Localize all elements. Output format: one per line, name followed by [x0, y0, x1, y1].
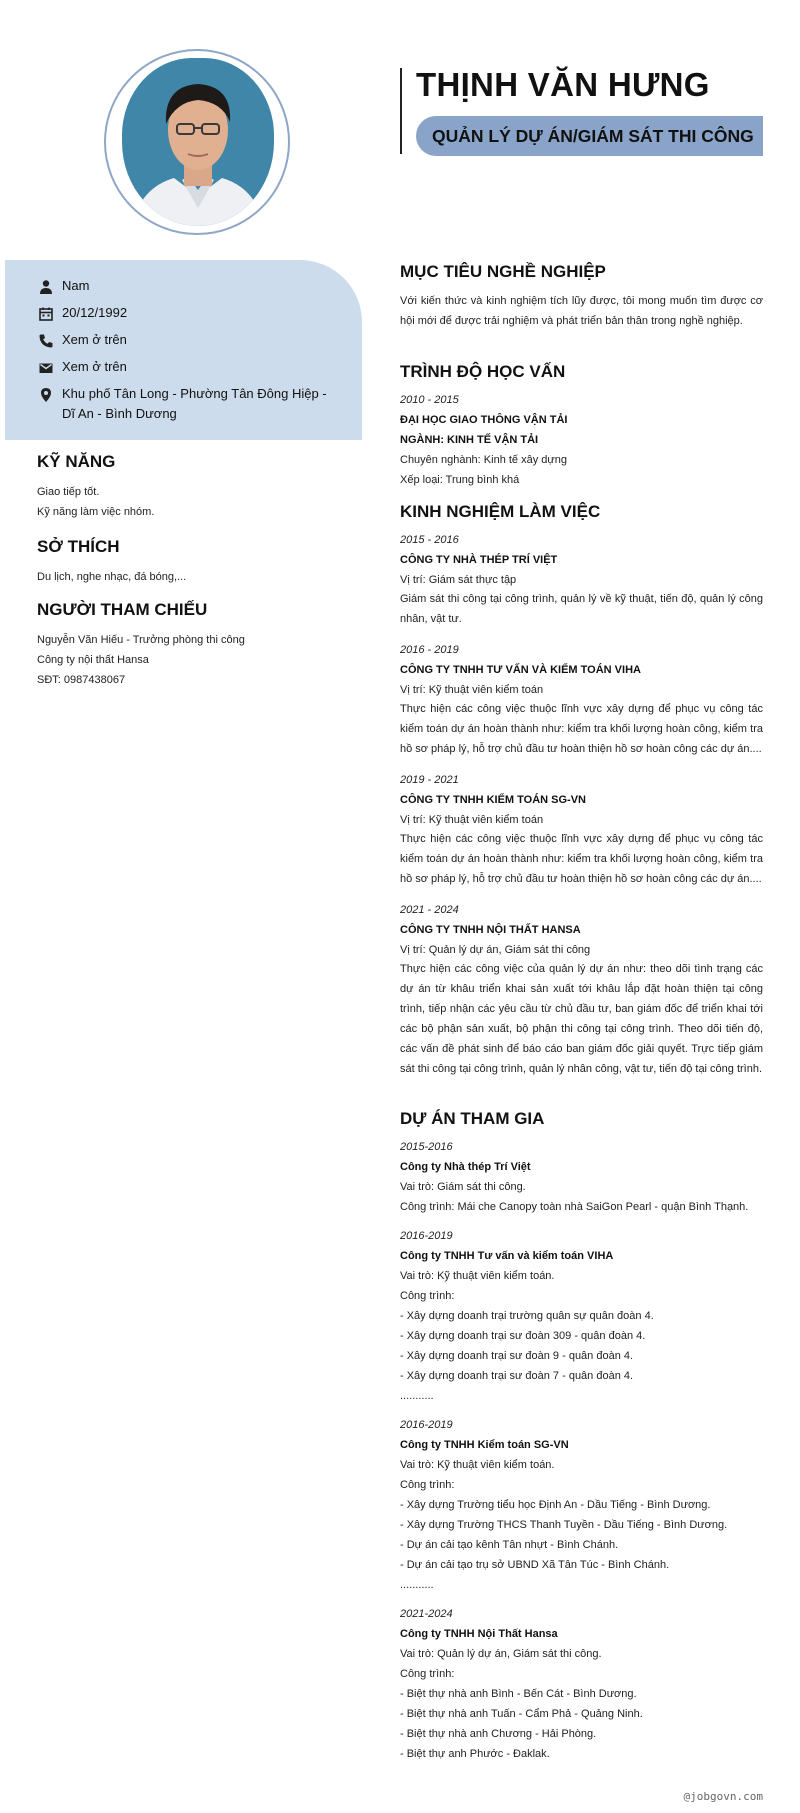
education-specialization: Chuyên nghành: Kinh tế xây dựng [400, 454, 567, 466]
reference-item: SĐT: 0987438067 [37, 674, 126, 686]
contact-phone [38, 332, 332, 350]
hobbies-heading: SỞ THÍCH [37, 537, 120, 556]
skills-heading: KỸ NĂNG [37, 452, 116, 471]
header-accent-bar [400, 68, 402, 154]
project-line: Vai trò: Giám sát thi công. [400, 1181, 526, 1193]
project-line: Vai trò: Kỹ thuật viên kiểm toán. [400, 1270, 555, 1282]
project-line: Công trình: Mái che Canopy toàn nhà SaiGon Pearl - quận Bình Thạnh. [400, 1201, 749, 1213]
experience-company: CÔNG TY NHÀ THÉP TRÍ VIỆT [400, 554, 558, 566]
reference-item: Nguyễn Văn Hiếu - Trưởng phòng thi công [37, 634, 245, 646]
experience-description: Thực hiện các công việc của quản lý dự án như: theo dõi tình trạng các dự án từ khâu triển khai sản xuất tới khâu lắp đặt hoàn thiện tại công trình, tiếp nhận các yêu cầu từ chủ đầu tư, ban giám đốc để triển khai tới các bộ phận sản xuất, bộ phận thi công tại công trình. Theo dõi tiến độ, các vấn đề phát sinh để báo cáo ban giám đốc giải quyết. Trực tiếp giám sát thi công tại công trình, quản lý nhân công, vật tư, tiến độ tại công trình. [400, 963, 763, 1075]
project-company: Công ty TNHH Nội Thất Hansa [400, 1628, 558, 1640]
calendar-icon [38, 306, 54, 322]
reference-item: Công ty nội thất Hansa [37, 654, 149, 666]
project-line: - Biệt thự anh Phước - Đaklak. [400, 1748, 550, 1760]
skill-item: Giao tiếp tốt. [37, 486, 100, 498]
experience-description: Thực hiện các công việc thuộc lĩnh vực xây dựng để phục vụ công tác kiểm toán dự án hoàn thành như: kiểm tra khối lượng hoàn công, kiểm tra hồ sơ pháp lý, hỗ trợ chủ đầu tư hoàn thiện hồ sơ hoàn công các dự án.... [400, 703, 763, 755]
project-line: - Xây dựng Trường tiểu học Định An - Dầu Tiếng - Bình Dương. [400, 1499, 711, 1511]
education-period: 2010 - 2015 [400, 394, 459, 406]
project-company: Công ty TNHH Tư vấn và kiểm toán VIHA [400, 1250, 614, 1262]
projects-heading: DỰ ÁN THAM GIA [400, 1109, 545, 1128]
avatar [122, 58, 274, 226]
mail-icon [38, 360, 54, 376]
candidate-name: THỊNH VĂN HƯNG [416, 66, 710, 103]
project-line: - Biệt thự nhà anh Bình - Bến Cát - Bình Dương. [400, 1688, 637, 1700]
experience-description: Giám sát thi công tại công trình, quản lý về kỹ thuật, tiến độ, quản lý công nhân, vật tư. [400, 593, 763, 625]
skill-item: Kỹ năng làm việc nhóm. [37, 506, 155, 518]
project-line: - Xây dựng doanh trại sư đoàn 9 - quân đoàn 4. [400, 1350, 634, 1362]
project-company: Công ty Nhà thép Trí Việt [400, 1161, 531, 1173]
project-line: - Dự án cải tạo kênh Tân nhựt - Bình Chánh. [400, 1539, 619, 1551]
watermark-footer: @jobgovn.com [683, 1790, 763, 1803]
project-line: Công trình: [400, 1479, 455, 1491]
contact-gender [38, 278, 332, 296]
project-line: - Xây dựng doanh trại sư đoàn 309 - quân đoàn 4. [400, 1330, 646, 1342]
experience-position: Vị trí: Kỹ thuật viên kiểm toán [400, 684, 544, 696]
project-line: - Dự án cải tạo trụ sở UBND Xã Tân Túc - Bình Chánh. [400, 1559, 670, 1571]
project-line: ........... [400, 1390, 434, 1402]
person-icon [38, 279, 54, 295]
experience-position: Vị trí: Kỹ thuật viên kiểm toán [400, 814, 544, 826]
experience-period: 2015 - 2016 [400, 534, 459, 546]
location-pin-icon [38, 387, 54, 403]
project-period: 2021-2024 [400, 1608, 453, 1620]
contact-birthday [38, 305, 332, 323]
education-heading: TRÌNH ĐỘ HỌC VẤN [400, 362, 566, 381]
project-line: Công trình: [400, 1290, 455, 1302]
education-grade: Xếp loại: Trung bình khá [400, 474, 520, 486]
project-line: ........... [400, 1579, 434, 1591]
experience-company: CÔNG TY TNHH KIỂM TOÁN SG-VN [400, 794, 586, 806]
project-period: 2016-2019 [400, 1419, 453, 1431]
job-title-badge [416, 116, 763, 156]
project-line: - Xây dựng Trường THCS Thanh Tuyền - Dầu Tiếng - Bình Dương. [400, 1519, 728, 1531]
project-line: Công trình: [400, 1668, 455, 1680]
project-line: - Xây dựng doanh trại trường quân sự quân đoàn 4. [400, 1310, 654, 1322]
project-line: Vai trò: Kỹ thuật viên kiểm toán. [400, 1459, 555, 1471]
contact-gender-text: Nam [62, 278, 90, 293]
project-period: 2016-2019 [400, 1230, 453, 1242]
project-company: Công ty TNHH Kiểm toán SG-VN [400, 1439, 569, 1451]
project-line: - Xây dựng doanh trại sư đoàn 7 - quân đoàn 4. [400, 1370, 634, 1382]
project-period: 2015-2016 [400, 1141, 453, 1153]
contact-address [38, 386, 332, 424]
education-school: ĐẠI HỌC GIAO THÔNG VẬN TẢI [400, 414, 568, 426]
contact-email [38, 359, 332, 377]
objective-text: Với kiến thức và kinh nghiệm tích lũy được, tôi mong muốn tìm được cơ hội mới để được trải nghiệm và phát triển bản thân trong nghề nghiệp. [400, 295, 763, 327]
phone-icon [38, 333, 54, 349]
hobby-item: Du lịch, nghe nhạc, đá bóng,... [37, 571, 187, 583]
experience-position: Vị trí: Quản lý dự án, Giám sát thi công [400, 944, 591, 956]
contact-address-text: Khu phố Tân Long - Phường Tân Đông Hiệp - Dĩ An - Bình Dương [62, 386, 327, 421]
project-line: - Biệt thự nhà anh Tuấn - Cẩm Phả - Quảng Ninh. [400, 1708, 643, 1720]
experience-company: CÔNG TY TNHH NỘI THẤT HANSA [400, 924, 581, 936]
experience-description: Thực hiện các công việc thuộc lĩnh vực xây dựng để phục vụ công tác kiểm toán dự án hoàn thành như: kiểm tra khối lượng hoàn công, kiểm tra hồ sơ pháp lý, hỗ trợ chủ đầu tư hoàn thiện hồ sơ hoàn công các dự án.... [400, 833, 763, 885]
experience-period: 2021 - 2024 [400, 904, 459, 916]
job-title: QUẢN LÝ DỰ ÁN/GIÁM SÁT THI CÔNG [432, 126, 754, 146]
project-line: - Biệt thự nhà anh Chương - Hải Phòng. [400, 1728, 597, 1740]
project-line: Vai trò: Quản lý dự án, Giám sát thi công. [400, 1648, 602, 1660]
contact-phone-text: Xem ở trên [62, 332, 127, 347]
references-heading: NGƯỜI THAM CHIẾU [37, 600, 208, 619]
contact-birthday-text: 20/12/1992 [62, 305, 128, 320]
experience-heading: KINH NGHIỆM LÀM VIỆC [400, 502, 601, 521]
contact-email-text: Xem ở trên [62, 359, 127, 374]
experience-company: CÔNG TY TNHH TƯ VẤN VÀ KIỂM TOÁN VIHA [400, 664, 641, 676]
experience-period: 2019 - 2021 [400, 774, 459, 786]
objective-heading: MỤC TIÊU NGHỀ NGHIỆP [400, 262, 606, 281]
education-major: NGÀNH: KINH TẾ VẬN TẢI [400, 434, 539, 446]
experience-period: 2016 - 2019 [400, 644, 459, 656]
experience-position: Vị trí: Giám sát thực tập [400, 574, 517, 586]
